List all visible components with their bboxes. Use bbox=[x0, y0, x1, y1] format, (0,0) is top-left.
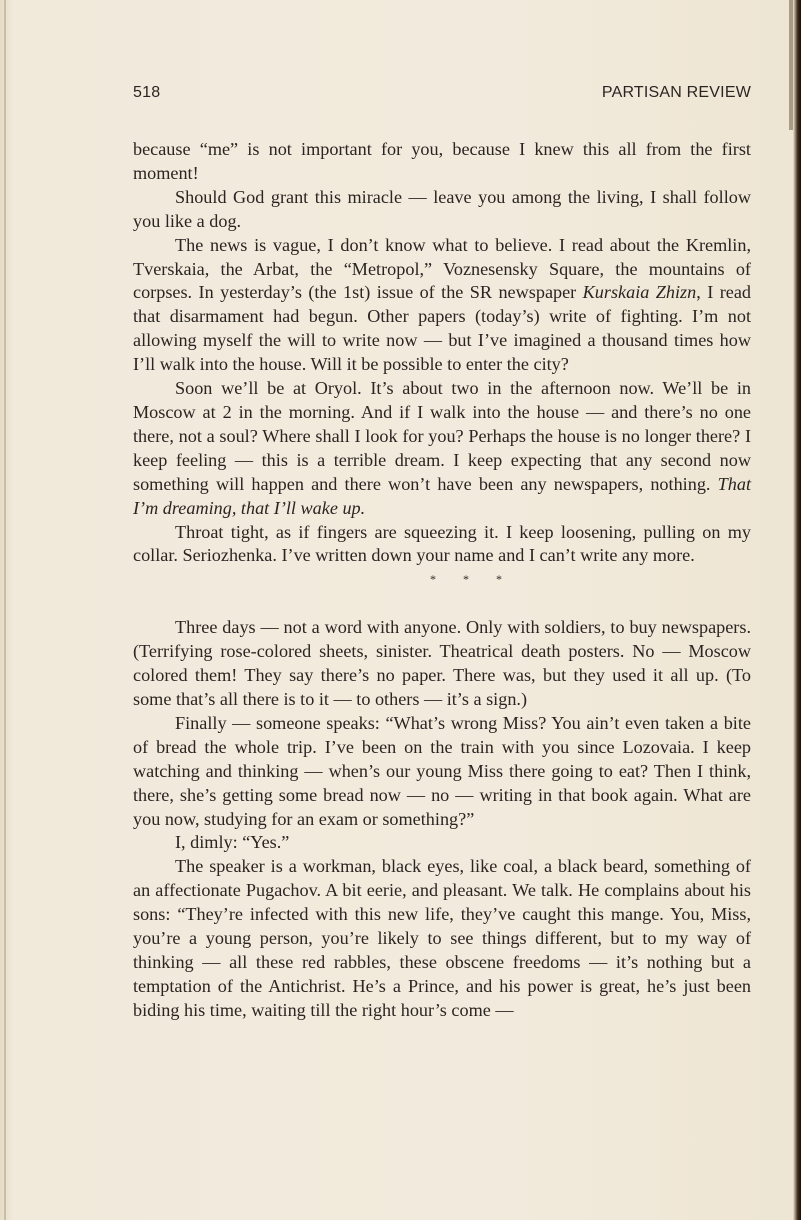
text-run: Three days — not a word with anyone. Only with soldiers, to buy newspapers. (Terrifying rose-colored sheets, sinister. Theatrical death posters. No — Moscow colored them! They say there’s no paper. There was, but they used it all up. (To some that’s all there is to it — to others — it’s a sign.) bbox=[133, 617, 751, 710]
paragraph bbox=[133, 186, 751, 234]
section-break: * * * bbox=[430, 572, 514, 587]
paragraph bbox=[133, 855, 751, 1022]
italic-text: Kurskaia Zhizn bbox=[582, 282, 697, 303]
text-run: Should God grant this miracle — leave you among the living, I shall follow you like a dog. bbox=[133, 186, 751, 231]
paragraph bbox=[133, 234, 751, 377]
paragraph bbox=[133, 712, 751, 832]
text-run: , I read that disarmament had begun. Other papers (today’s) write of fighting. I’m not allowing myself the will to write now — but I’ve imagined a thousand times how I’ll walk into the house. Will it be possible to enter the city? bbox=[133, 282, 751, 375]
text-run: The news is vague, I don’t know what to believe. I read about the Kremlin, Tverskaia, the Arbat, the “Metropol,” Voznesensky Square, the mountains of corpses. In yesterday’s (the 1st) issue of the SR newspaper bbox=[133, 234, 751, 303]
text-run: Soon we’ll be at Oryol. It’s about two in the afternoon now. We’ll be in Moscow at 2 in the morning. And if I walk into the house — and there’s no one there, not a soul? Where shall I look for you? Perhaps the house is no longer there? I keep feeling — this is a terrible dream. I keep expecting that any second now something will happen and there won’t have been any newspapers, nothing. bbox=[133, 378, 751, 494]
text-run: Throat tight, as if fingers are squeezing it. I keep loosening, pulling on my collar. Seriozhenka. I’ve written down your name and I can’t write any more. bbox=[133, 521, 751, 566]
paragraph bbox=[133, 138, 751, 186]
body-text bbox=[133, 138, 751, 1023]
text-run: because “me” is not important for you, because I knew this all from the first moment! bbox=[133, 139, 751, 183]
paragraph bbox=[133, 521, 751, 569]
page-number: 518 bbox=[133, 84, 161, 101]
running-head: PARTISAN REVIEW bbox=[601, 84, 751, 101]
page-header bbox=[133, 84, 751, 108]
page-right-edge bbox=[793, 0, 801, 1220]
text-run: Finally — someone speaks: “What’s wrong Miss? You ain’t even taken a bite of bread the whole trip. I’ve been on the train with you since Lozovaia. I keep watching and thinking — when’s our young Miss there going to eat? Then I think, there, she’s getting some bread now — no — writing in that book again. What are you now, studying for an exam or something?” bbox=[133, 712, 751, 829]
paragraph bbox=[133, 616, 751, 712]
text-run: The speaker is a workman, black eyes, like coal, a black beard, something of an affectionate Pugachov. A bit eerie, and pleasant. We talk. He complains about his sons: “They’re infected with this new life, they’ve caught this mange. You, Miss, you’re a young person, you’re likely to see things different, but to my way of thinking — all these red rabbles, these obscene freedoms — it’s nothing but a temptation of the Antichrist. He’s a Prince, and his power is great, he’s just been biding his time, waiting till the right hour’s come — bbox=[133, 856, 751, 1020]
paragraph bbox=[133, 831, 751, 855]
text-run: I, dimly: “Yes.” bbox=[175, 832, 290, 853]
page-binding-edge bbox=[4, 0, 6, 1220]
paragraph bbox=[133, 377, 751, 520]
italic-text: That I’m dreaming, that I’ll wake up. bbox=[133, 473, 751, 518]
